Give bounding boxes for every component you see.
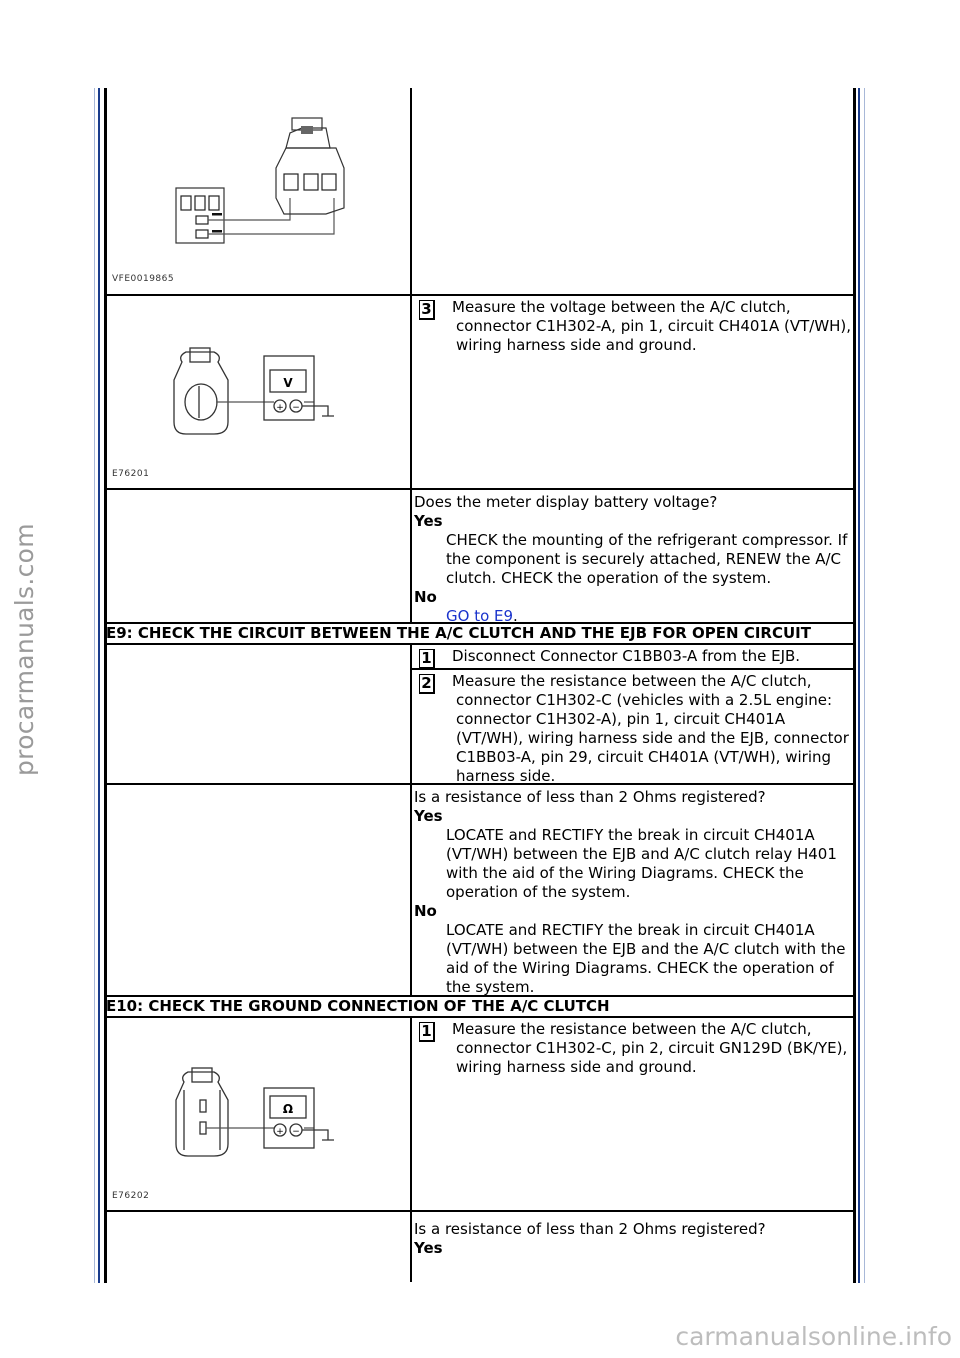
no-label: No — [414, 588, 437, 606]
meter-minus: − — [292, 1127, 300, 1137]
no-answer — [414, 607, 856, 626]
step-3 — [412, 296, 856, 357]
yes-label: Yes — [414, 1239, 443, 1257]
meter-v-label: V — [283, 376, 293, 390]
yes-answer: CHECK the mounting of the refrigerant compressor. If the component is securely attached, RENEW the A/C clutch. CHECK the operation of the system. — [446, 531, 848, 587]
meter-ohm-label: Ω — [282, 1102, 294, 1116]
figure-id-1: VFE0019865 — [112, 274, 175, 284]
figure-row-1 — [104, 88, 856, 296]
step-text: Disconnect Connector C1BB03-A from the EJB. — [452, 647, 801, 665]
no-label: No — [414, 902, 437, 920]
right-frame-bar — [858, 88, 860, 1283]
question-cell-e9 — [412, 785, 856, 999]
question-text: Is a resistance of less than 2 Ohms registered? — [414, 788, 766, 806]
step-cell-3 — [412, 296, 856, 357]
question-text: Does the meter display battery voltage? — [414, 493, 718, 511]
section-heading-e9: E9: CHECK THE CIRCUIT BETWEEN THE A/C CLUTCH AND THE EJB FOR OPEN CIRCUIT — [104, 624, 856, 645]
question-text: Is a resistance of less than 2 Ohms registered? — [414, 1220, 766, 1238]
figure-cell-3 — [104, 1018, 412, 1210]
step-row-3 — [104, 296, 856, 490]
figure-cell-1 — [104, 88, 412, 294]
goto-e9-link[interactable]: GO to E9 — [446, 607, 514, 625]
step-number-badge: 2 — [419, 674, 435, 694]
question-row-e9 — [104, 785, 856, 997]
question-row-e10 — [104, 1212, 856, 1282]
e9-steps-cell — [412, 645, 856, 788]
question-answer-block — [412, 785, 856, 999]
step-number-badge: 3 — [419, 300, 435, 320]
ohmmeter-figure — [104, 1018, 410, 1210]
meter-minus: − — [292, 403, 300, 413]
figure-cell-2 — [104, 296, 412, 488]
right-frame-line — [864, 88, 865, 1283]
empty-left-cell — [104, 785, 412, 995]
e9-step-1 — [412, 645, 856, 670]
voltmeter-figure — [104, 296, 410, 488]
meter-plus: + — [276, 1127, 284, 1137]
empty-left-cell — [104, 1212, 412, 1282]
no-answer: LOCATE and RECTIFY the break in circuit CH401A (VT/WH) between the EJB and the A/C clutch with the aid of the Wiring Diagrams. CHECK the operation of the system. — [446, 921, 846, 996]
section-heading-e10: E10: CHECK THE GROUND CONNECTION OF THE A/C CLUTCH — [104, 997, 856, 1018]
e10-step-row — [104, 1018, 856, 1212]
question-cell-e10 — [412, 1212, 856, 1260]
left-watermark: procarmanuals.com — [10, 523, 39, 776]
step-number-badge: 1 — [419, 1022, 435, 1042]
meter-plus: + — [276, 403, 284, 413]
e10-step-cell — [412, 1018, 856, 1079]
e10-step-1 — [412, 1018, 856, 1079]
procedure-table — [104, 88, 856, 1282]
step-text: Measure the resistance between the A/C clutch, connector C1H302-C, pin 2, circuit GN129D (BK/YE), wiring harness side and ground. — [452, 1020, 848, 1076]
question-answer-block — [412, 1212, 856, 1260]
e9-steps-row — [104, 645, 856, 785]
question-row-1 — [104, 490, 856, 624]
step-text: Measure the voltage between the A/C clutch, connector C1H302-A, pin 1, circuit CH401A (VT/WH), wiring harness side and ground. — [452, 298, 852, 354]
no-suffix: . — [513, 607, 518, 625]
question-cell-1 — [412, 490, 856, 628]
step-text: Measure the resistance between the A/C clutch, connector C1H302-C (vehicles with a 2.5L engine: connector C1H302-A), pin 1, circuit CH401A (VT/WH), wiring harness side and the EJB, connector C1BB03-A, pin 29, circuit CH401A (VT/WH), wiring harness side. — [452, 672, 849, 785]
yes-answer: LOCATE and RECTIFY the break in circuit CH401A (VT/WH) between the EJB and A/C clutch relay H401 with the aid of the Wiring Diagrams. CHECK the operation of the system. — [446, 826, 837, 901]
question-answer-block — [412, 490, 856, 628]
e9-step-2 — [412, 670, 856, 788]
empty-left-cell — [104, 490, 412, 622]
step-number-badge: 1 — [419, 649, 435, 669]
left-frame-line — [94, 88, 95, 1283]
figure-id-2: E76201 — [112, 469, 150, 479]
yes-label: Yes — [414, 512, 443, 530]
empty-left-cell — [104, 645, 412, 783]
yes-label: Yes — [414, 807, 443, 825]
bottom-watermark: carmanualsonline.info — [675, 1322, 952, 1351]
left-frame-bar — [98, 88, 100, 1283]
figure-id-3: E76202 — [112, 1191, 150, 1201]
relay-connector-figure — [104, 88, 410, 294]
